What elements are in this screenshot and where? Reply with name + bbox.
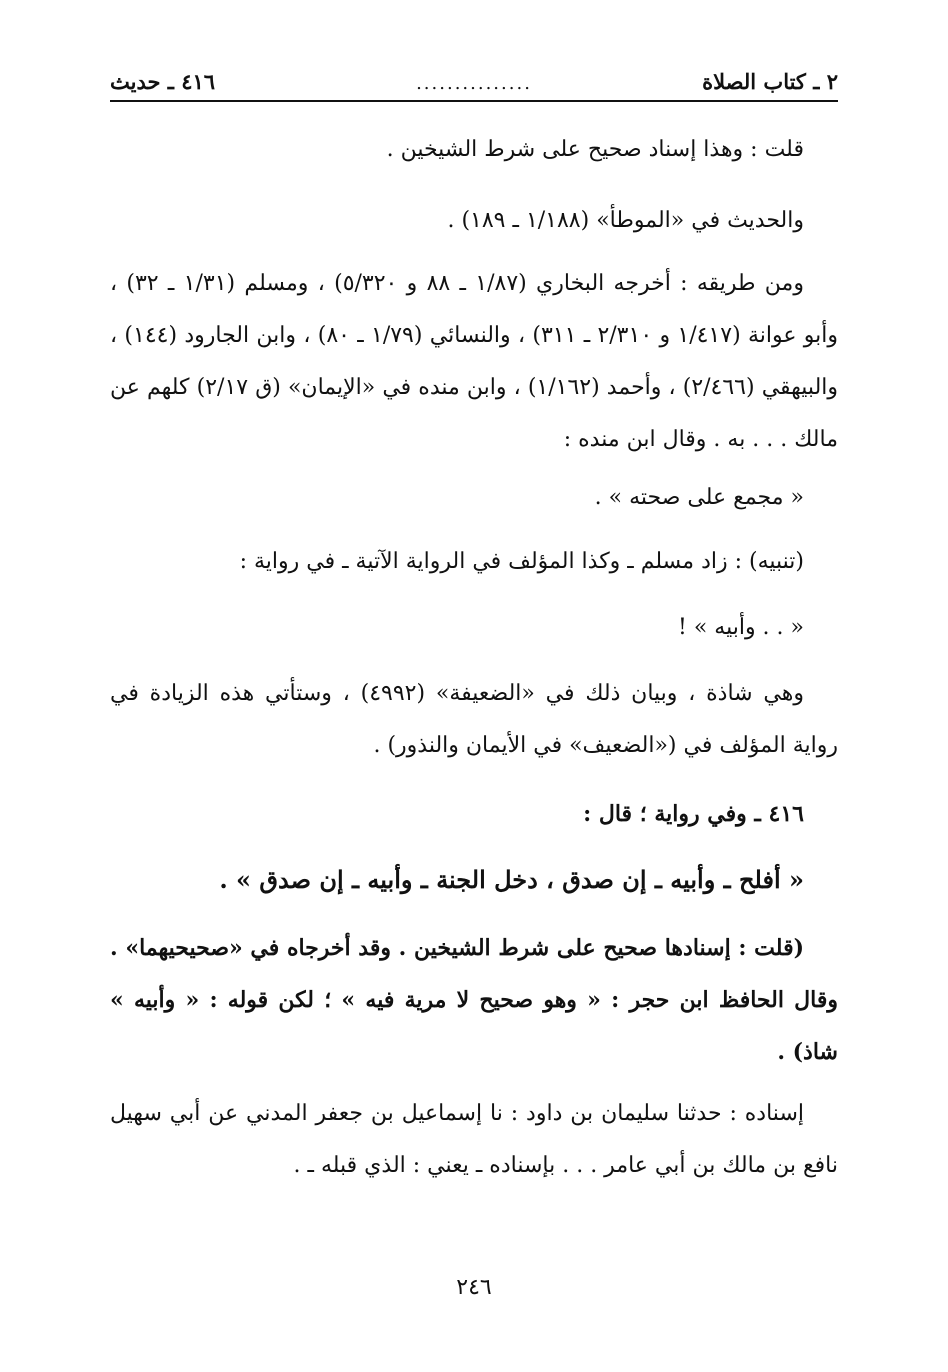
paragraph-quote-father: « . . وأبيه » !	[677, 615, 804, 640]
paragraph-quote-consensus: « مجمع على صحته » .	[594, 485, 804, 510]
hadith-416-intro: ٤١٦ ـ وفي رواية ؛ قال :	[583, 801, 804, 827]
paragraph-note: (تنبيه) : زاد مسلم ـ وكذا المؤلف في الرواية الآتية ـ في رواية :	[239, 549, 804, 574]
header-dots: ...............	[416, 73, 532, 94]
hadith-number: ٤١٦ ـ حديث	[110, 69, 216, 94]
paragraph-comment: قلت : وهذا إسناد صحيح على شرط الشيخين .	[386, 137, 804, 162]
page-number: ٢٤٦	[456, 1275, 492, 1300]
paragraph-grading: (قلت : إسنادها صحيح على شرط الشيخين . وقد أخرجاه في «صحيحيهما» . وقال الحافظ ابن حجر : « وهو صحيح لا مرية فيه » ؛ لكن قوله : « وأبيه » شاذ) .	[110, 935, 838, 1065]
book-page	[110, 62, 838, 1342]
paragraph-isnad: إسناده : حدثنا سليمان بن داود : نا إسماعيل بن جعفر المدني عن أبي سهيل نافع بن مالك بن أبي عامر . . . بإسناده ـ يعني : الذي قبله ـ .	[110, 1101, 838, 1178]
hadith-416-text: « أفلح ـ وأبيه ـ إن صدق ، دخل الجنة ـ وأبيه ـ إن صدق » .	[219, 865, 804, 894]
chapter-title: ٢ ـ كتاب الصلاة	[702, 69, 838, 94]
paragraph-shadh: وهي شاذة ، وبيان ذلك في «الضعيفة» (٤٩٩٢) ، وستأتي هذه الزيادة في رواية المؤلف في («الضعيف» في الأيمان والنذور) .	[110, 681, 838, 758]
running-header	[110, 62, 838, 102]
paragraph-takhrij: ومن طريقه : أخرجه البخاري (١/٨٧ ـ ٨٨ و ٥/٣٢٠) ، ومسلم (١/٣١ ـ ٣٢) ، وأبو عوانة (١/٤١٧ و ٢/٣١٠ ـ ٣١١) ، والنسائي (١/٧٩ ـ ٨٠) ، وابن الجارود (١٤٤) ، والبيهقي (٢/٤٦٦) ، وأحمد (١/١٦٢) ، وابن منده في «الإيمان» (ق ٢/١٧) كلهم عن مالك . . . به . وقال ابن منده :	[110, 271, 839, 452]
paragraph-muwatta: والحديث في «الموطأ» (١/١٨٨ ـ ١٨٩) .	[447, 208, 804, 233]
